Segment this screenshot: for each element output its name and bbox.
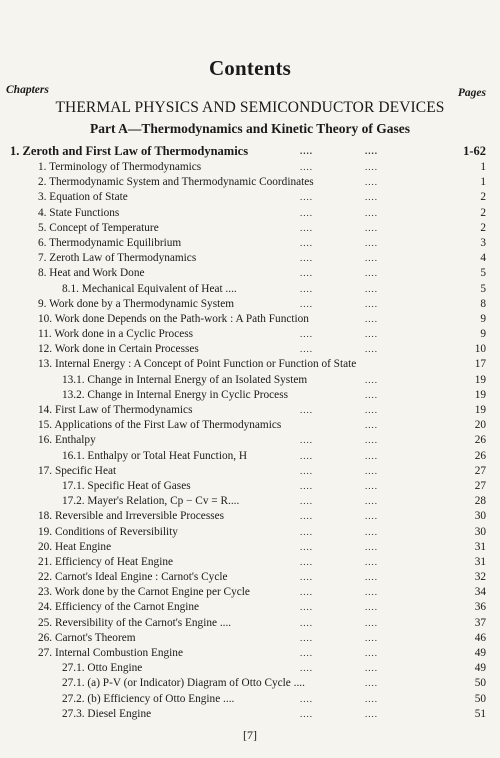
toc-entry-title: 16. Enthalpy	[38, 434, 96, 447]
toc-entry-page: 32	[474, 571, 486, 584]
leader-dots: ....	[365, 663, 378, 674]
toc-entry-title: 2. Thermodynamic System and Thermodynamic Coordinates	[38, 176, 314, 189]
toc-entry-title: 23. Work done by the Carnot Engine per Cycle	[38, 586, 250, 599]
toc-entry-page: 2	[480, 191, 486, 204]
toc-entry	[0, 357, 500, 372]
toc-entry-title: 20. Heat Engine	[38, 540, 112, 553]
toc-entry	[0, 312, 500, 327]
toc-entry-page: 51	[474, 707, 486, 720]
leader-dots: ....	[365, 572, 378, 583]
toc-entry	[0, 160, 500, 175]
leader-dots: ....	[300, 207, 313, 218]
toc-entry-page: 49	[474, 662, 486, 675]
leader-dots: ....	[300, 496, 313, 507]
leader-dots: ....	[365, 329, 378, 340]
toc-entry-page: 30	[474, 525, 486, 538]
toc-entry	[0, 525, 500, 540]
toc-entry-title: 18. Reversible and Irreversible Processes	[38, 510, 225, 523]
leader-dots: ....	[365, 222, 378, 233]
leader-dots: ....	[365, 389, 378, 400]
toc-entry-title: 15. Applications of the First Law of Thermodynamics	[38, 419, 282, 432]
toc-entry	[0, 585, 500, 600]
toc-entry-title: 19. Conditions of Reversibility	[38, 525, 178, 538]
toc-entry	[0, 282, 500, 297]
toc-entry-title: 8.1. Mechanical Equivalent of Heat ....	[62, 282, 237, 295]
toc-entry	[0, 373, 500, 388]
toc-entry	[0, 661, 500, 676]
toc-entry	[0, 190, 500, 205]
toc-entry-page: 2	[480, 221, 486, 234]
toc-entry	[0, 206, 500, 221]
leader-dots: ....	[365, 298, 378, 309]
toc-entry-page: 1	[480, 176, 486, 189]
toc-entry-page: 50	[474, 677, 486, 690]
leader-dots: ....	[300, 329, 313, 340]
pages-header: Pages	[457, 87, 486, 99]
toc-entry-page: 26	[474, 434, 486, 447]
toc-entry-title: 27.3. Diesel Engine	[62, 707, 152, 720]
toc-entry	[0, 616, 500, 631]
toc-entry	[0, 494, 500, 509]
toc-entry-page: 3	[480, 236, 486, 249]
toc-entry-page: 5	[480, 282, 486, 295]
toc-entry	[0, 251, 500, 266]
toc-entry-page: 1	[480, 161, 486, 173]
page-number: [7]	[243, 728, 257, 742]
toc-entry-page: 2	[480, 206, 486, 219]
toc-entry-title: 7. Zeroth Law of Thermodynamics	[38, 252, 197, 265]
toc-entry-page: 19	[474, 404, 486, 416]
leader-dots: ....	[300, 480, 313, 491]
leader-dots: ....	[365, 617, 378, 628]
leader-dots: ....	[365, 283, 378, 294]
leader-dots: ....	[365, 526, 378, 537]
toc-entry-title: 21. Efficiency of Heat Engine	[38, 555, 173, 568]
toc-entry-title: 4. State Functions	[38, 206, 120, 219]
leader-dots: ....	[300, 632, 313, 643]
toc-entry-title: 26. Carnot's Theorem	[38, 631, 136, 644]
toc-entry	[0, 692, 500, 707]
toc-entry-page: 5	[480, 267, 486, 280]
leader-dots: ....	[300, 663, 313, 674]
toc-entry-title: 8. Heat and Work Done	[38, 267, 145, 280]
leader-dots: ....	[365, 162, 378, 172]
leader-dots: ....	[300, 572, 313, 583]
toc-entry-page: 9	[480, 312, 486, 325]
leader-dots: ....	[365, 344, 378, 355]
toc-entry	[0, 449, 500, 464]
leader-dots: ....	[300, 708, 313, 719]
toc-entry	[0, 676, 500, 691]
toc-entry-title: 22. Carnot's Ideal Engine : Carnot's Cycle	[38, 571, 228, 584]
toc-entry	[0, 631, 500, 646]
toc-entry-page: 20	[474, 419, 486, 432]
leader-dots: ....	[365, 648, 378, 658]
leader-dots: ....	[300, 617, 313, 628]
toc-entry	[0, 388, 500, 403]
leader-dots: ....	[300, 405, 313, 415]
leader-dots: ....	[365, 313, 378, 324]
leader-dots: ....	[300, 526, 313, 537]
toc-entry-page: 27	[474, 464, 486, 477]
chapters-header: Chapters	[6, 84, 49, 96]
toc-entry	[0, 236, 500, 251]
toc-entry	[0, 342, 500, 357]
toc-entry-title: 3. Equation of State	[38, 191, 128, 204]
leader-dots: ....	[365, 708, 378, 719]
toc-entry-title: 12. Work done in Certain Processes	[38, 343, 199, 356]
toc-entry	[0, 600, 500, 615]
leader-dots: ....	[300, 556, 313, 567]
leader-dots: ....	[300, 541, 313, 552]
toc-entry	[0, 175, 500, 190]
toc-entry-title: 14. First Law of Thermodynamics	[38, 404, 193, 416]
toc-entry	[0, 555, 500, 570]
toc-entry-page: 34	[474, 586, 486, 599]
toc-entry-page: 10	[474, 343, 486, 356]
toc-entry-title: 13.2. Change in Internal Energy in Cyclic Process	[62, 388, 288, 401]
leader-dots: ....	[365, 192, 378, 203]
toc-entry-page: 8	[480, 297, 486, 310]
toc-entry	[0, 479, 500, 494]
toc-entry-page: 4	[480, 252, 486, 265]
toc-entry	[0, 540, 500, 555]
leader-dots: ....	[365, 146, 378, 156]
toc-entry	[0, 418, 500, 433]
toc-entry-title: 17. Specific Heat	[38, 464, 117, 477]
toc-entry-page: 27	[474, 479, 486, 492]
toc-entry-title: 27.2. (b) Efficiency of Otto Engine ....	[62, 692, 235, 705]
leader-dots: ....	[365, 587, 378, 598]
toc-entry-title: 24. Efficiency of the Carnot Engine	[38, 601, 200, 614]
leader-dots: ....	[300, 192, 313, 203]
toc-entry	[0, 221, 500, 236]
toc-entry-title: 9. Work done by a Thermodynamic System	[38, 297, 235, 310]
leader-dots: ....	[300, 450, 313, 461]
toc-entry-title: 10. Work done Depends on the Path-work : A Path Function	[38, 312, 309, 325]
leader-dots: ....	[365, 693, 378, 704]
leader-dots: ....	[365, 465, 378, 476]
toc-entry-title: 13.1. Change in Internal Energy of an Isolated System	[62, 373, 308, 386]
leader-dots: ....	[365, 496, 378, 507]
leader-dots: ....	[300, 162, 313, 172]
part-title: Part A—Thermodynamics and Kinetic Theory of Gases	[90, 121, 410, 136]
toc-entry	[0, 509, 500, 524]
leader-dots: ....	[365, 541, 378, 552]
book-title: THERMAL PHYSICS AND SEMICONDUCTOR DEVICES	[55, 99, 445, 116]
toc-entry	[0, 570, 500, 585]
toc-entry-page: 49	[474, 647, 486, 659]
toc-entry-title: 11. Work done in a Cyclic Process	[38, 328, 194, 341]
toc-entry-page: 31	[474, 555, 486, 568]
toc-entry	[0, 297, 500, 312]
toc-entry-title: 17.1. Specific Heat of Gases	[62, 479, 191, 492]
toc-entry-title: 25. Reversibility of the Carnot's Engine ....	[38, 616, 232, 629]
toc-entry	[0, 464, 500, 479]
leader-dots: ....	[365, 177, 378, 188]
leader-dots: ....	[300, 298, 313, 309]
toc-entry-title: 13. Internal Energy : A Concept of Point Function or Function of State	[38, 358, 357, 371]
leader-dots: ....	[300, 587, 313, 598]
leader-dots: ....	[365, 435, 378, 446]
toc-entry-page: 30	[474, 510, 486, 523]
leader-dots: ....	[300, 283, 313, 294]
leader-dots: ....	[300, 253, 313, 264]
toc-entry-page: 31	[474, 540, 486, 553]
leader-dots: ....	[300, 344, 313, 355]
table-of-contents	[0, 143, 500, 722]
toc-entry-title: 6. Thermodynamic Equilibrium	[38, 236, 182, 249]
toc-entry-page: 46	[474, 631, 486, 644]
leader-dots: ....	[365, 405, 378, 415]
toc-entry-title: 5. Concept of Temperature	[38, 221, 159, 234]
leader-dots: ....	[365, 632, 378, 643]
toc-entry	[0, 266, 500, 281]
leader-dots: ....	[365, 253, 378, 264]
toc-entry-page: 26	[474, 449, 486, 462]
leader-dots: ....	[365, 678, 378, 689]
toc-entry-page: 19	[474, 388, 486, 401]
leader-dots: ....	[300, 435, 313, 446]
toc-entry	[0, 433, 500, 448]
toc-entry-title: 1. Zeroth and First Law of Thermodynamics	[10, 144, 249, 158]
leader-dots: ....	[300, 693, 313, 704]
toc-entry-title: 27.1. Otto Engine	[62, 662, 143, 675]
leader-dots: ....	[365, 602, 378, 613]
toc-entry	[0, 403, 500, 418]
toc-entry-page: 1-62	[463, 144, 486, 158]
toc-entry-page: 19	[474, 373, 486, 386]
toc-entry-page: 36	[474, 601, 486, 614]
leader-dots: ....	[300, 648, 313, 658]
leader-dots: ....	[300, 268, 313, 279]
leader-dots: ....	[365, 374, 378, 385]
leader-dots: ....	[300, 602, 313, 613]
toc-entry-title: 1. Terminology of Thermodynamics	[38, 161, 202, 173]
page-title: Contents	[208, 56, 292, 80]
toc-entry-page: 17	[474, 358, 486, 371]
toc-entry-page: 28	[474, 495, 486, 508]
leader-dots: ....	[365, 511, 378, 522]
leader-dots: ....	[365, 268, 378, 279]
leader-dots: ....	[365, 480, 378, 491]
toc-entry-page: 50	[474, 692, 486, 705]
toc-entry-title: 16.1. Enthalpy or Total Heat Function, H	[62, 449, 248, 462]
leader-dots: ....	[300, 237, 313, 248]
leader-dots: ....	[300, 511, 313, 522]
leader-dots: ....	[365, 207, 378, 218]
leader-dots: ....	[365, 420, 378, 431]
toc-entry	[0, 143, 500, 160]
leader-dots: ....	[365, 556, 378, 567]
toc-entry-page: 37	[474, 616, 486, 629]
leader-dots: ....	[300, 146, 313, 156]
toc-entry-title: 17.2. Mayer's Relation, Cp − Cv = R....	[62, 495, 240, 508]
toc-entry-title: 27. Internal Combustion Engine	[38, 647, 183, 659]
toc-entry	[0, 707, 500, 722]
leader-dots: ....	[300, 465, 313, 476]
leader-dots: ....	[365, 450, 378, 461]
toc-entry	[0, 646, 500, 661]
leader-dots: ....	[300, 222, 313, 233]
toc-entry-page: 9	[480, 328, 486, 341]
toc-entry-title: 27.1. (a) P-V (or Indicator) Diagram of Otto Cycle ....	[62, 677, 305, 690]
leader-dots: ....	[365, 237, 378, 248]
toc-entry	[0, 327, 500, 342]
